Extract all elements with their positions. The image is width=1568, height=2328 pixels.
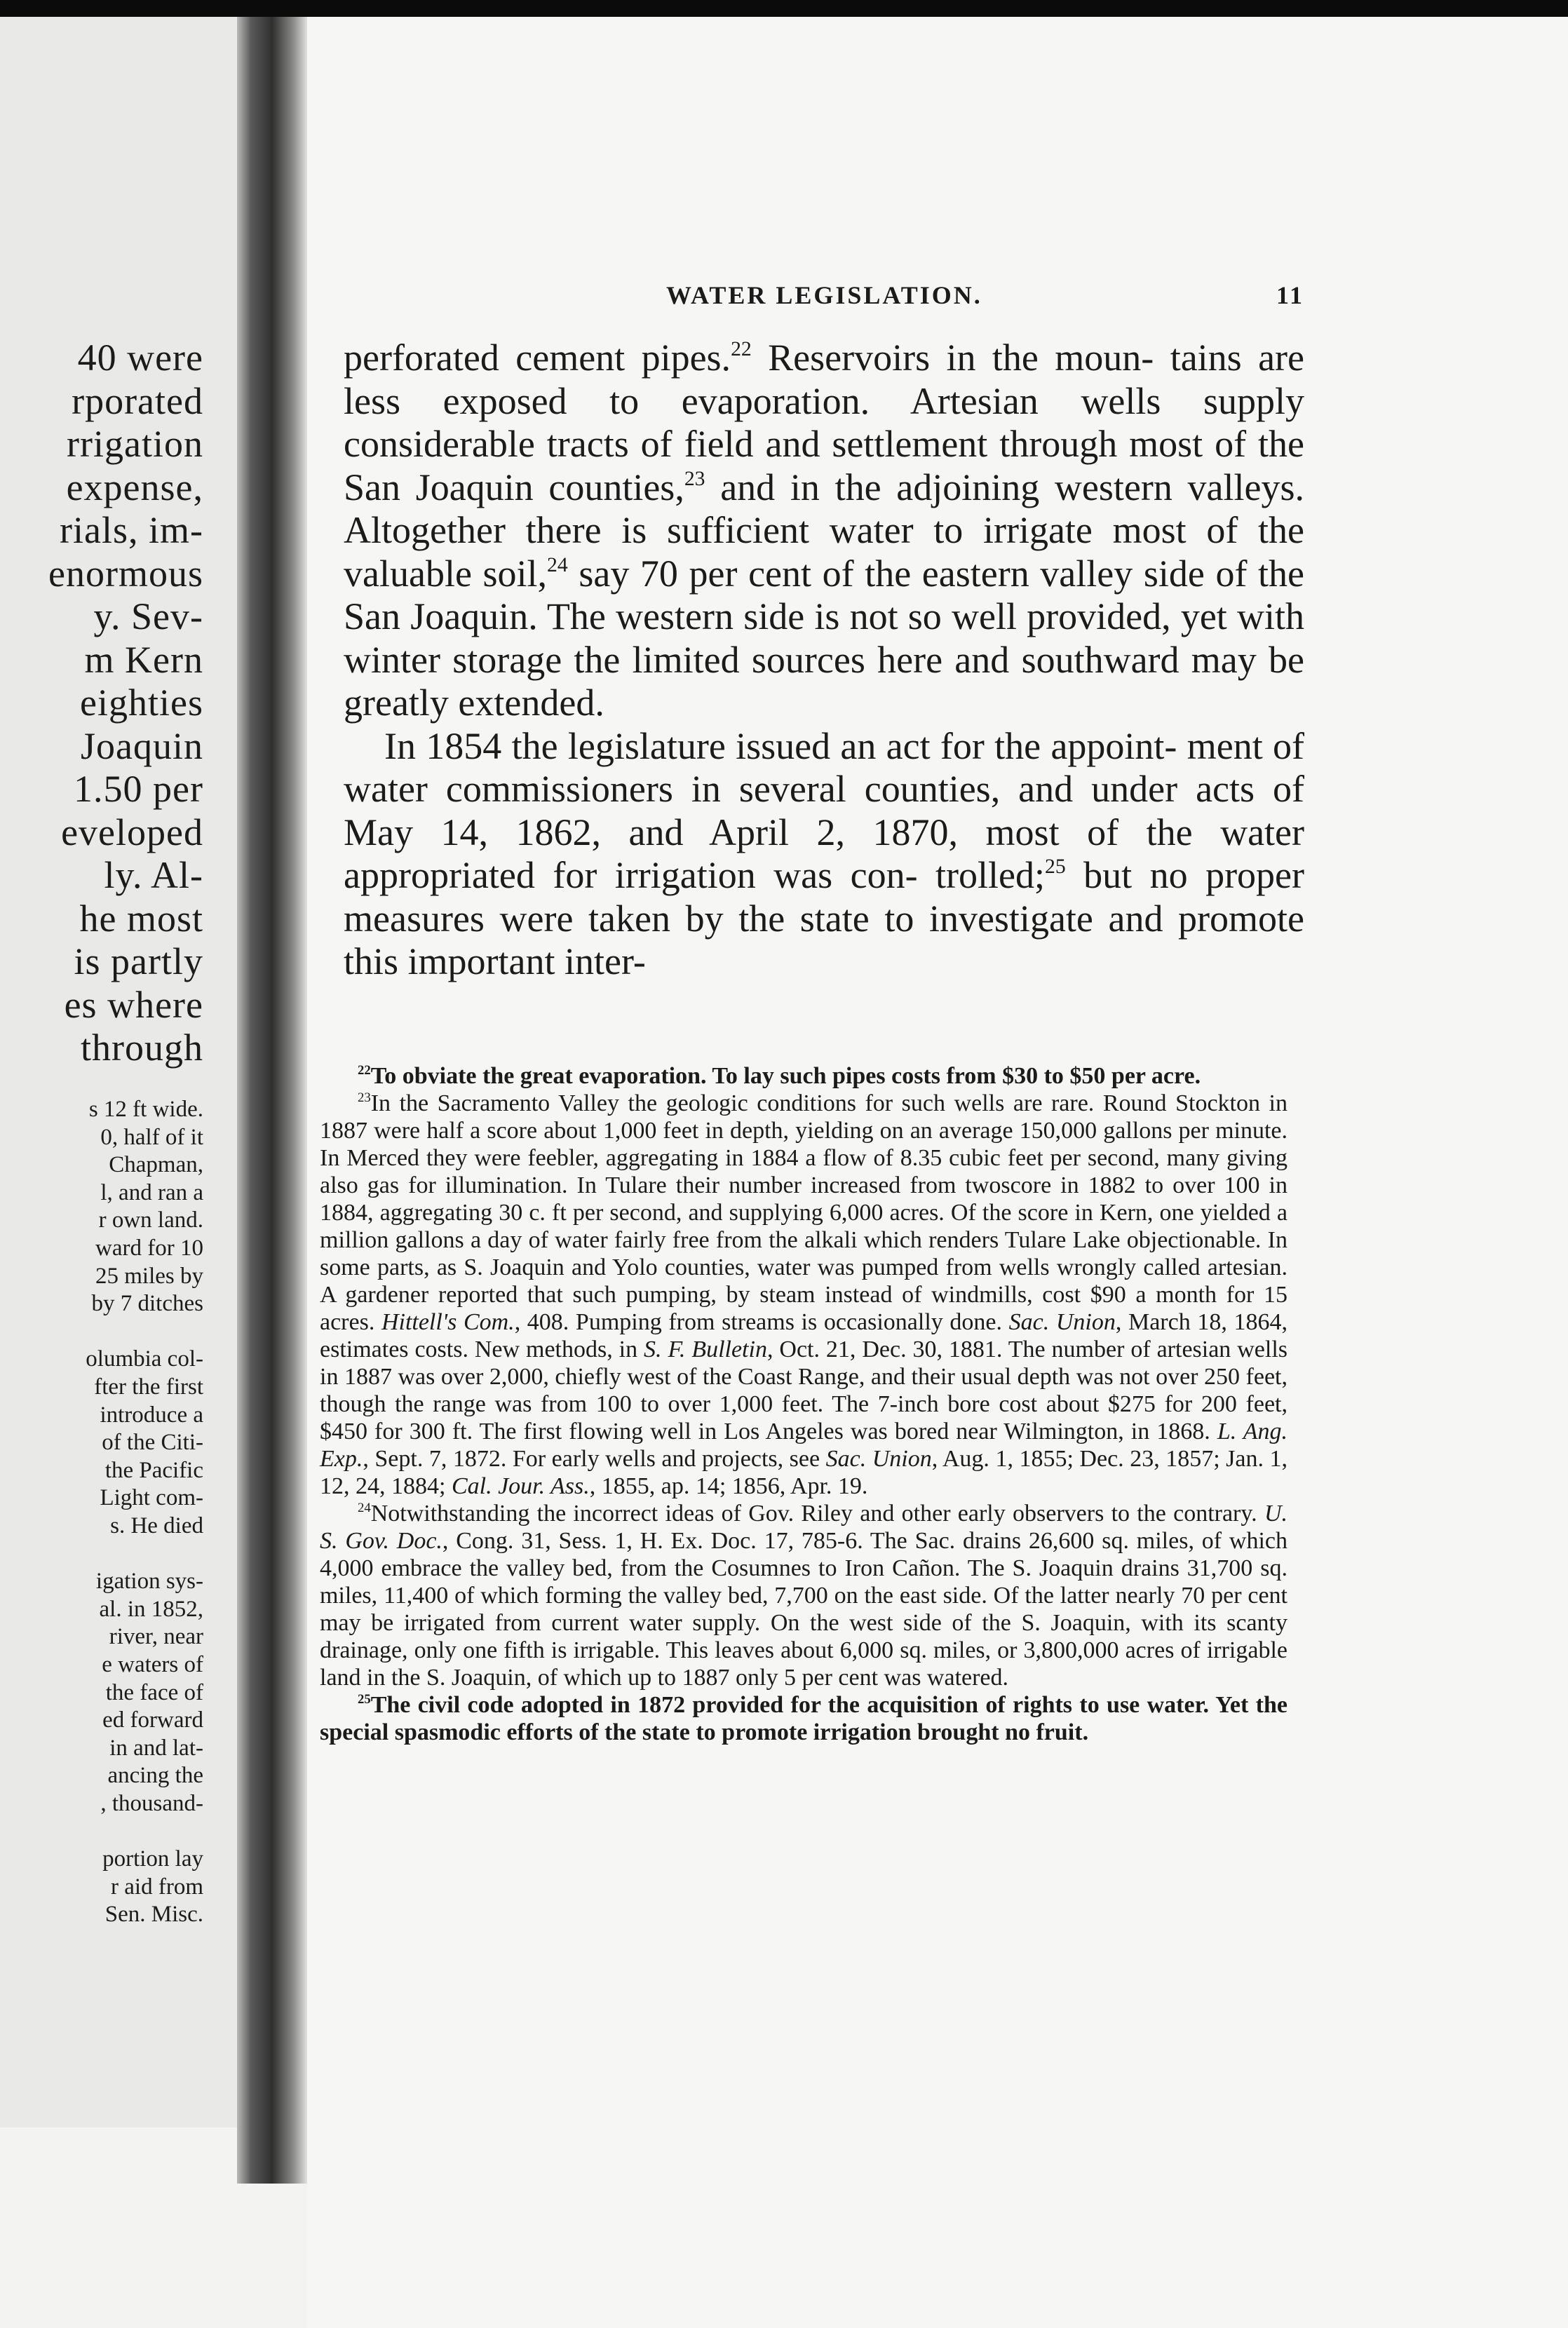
scan-border [0, 0, 1568, 17]
left-page-footnote-line: , thousand- [100, 1791, 203, 1816]
left-page-footnote-line: r aid from [111, 1874, 203, 1900]
left-page-footnote-line: ancing the [107, 1763, 203, 1789]
paragraph-1: perforated cement pipes.$^{22}$ Reservoirs in the moun- tains are less exposed to evaporation. Artesian wells supply considerable tracts of field and settlement through most of the San Joaquin counties,$^{23}$ and in the adjoining western valleys. Altogether there is sufficient water to irrigate most of the valuable soil,$^{24}$ say 70 per cent of the eastern valley side of the San Joaquin. The western side is not so well provided, yet with winter storage the limited sources here and southward may be greatly extended. [344, 337, 1305, 724]
body-text [344, 337, 1304, 984]
left-page-line: is partly [74, 940, 203, 982]
footnote-22: $^{22}$To obviate the great evaporation. To lay such pipes costs from $30 to $50 per acre. [358, 1062, 1201, 1089]
left-page-footnote-line: portion lay [102, 1846, 203, 1872]
footnote-marker: 23 [358, 1090, 371, 1105]
book-gutter [237, 17, 307, 2184]
left-page-line: Joaquin [81, 724, 203, 767]
left-page-edge [0, 17, 238, 2127]
citation: U. S. Gov. Doc. [320, 1501, 1288, 1554]
left-page-footnote-line: igation sys- [95, 1569, 203, 1595]
left-page-line: expense, [66, 466, 203, 508]
citation: Hittell's Com. [381, 1309, 515, 1335]
running-head [365, 280, 1304, 316]
footnote-ref-24: 24 [547, 553, 568, 576]
footnotes [320, 1062, 1287, 1746]
citation: S. F. Bulletin [644, 1336, 767, 1362]
citation: L. Ang. Exp. [320, 1419, 1287, 1472]
left-page-footnote-line: ed forward [102, 1707, 203, 1733]
footnote-ref-23: 23 [684, 467, 705, 490]
left-page-footnote-line: olumbia col- [86, 1346, 203, 1372]
left-page-line: eighties [80, 682, 203, 724]
left-page-footnote-line: 0, half of it [100, 1124, 203, 1150]
citation: Sac. Union [825, 1446, 932, 1472]
left-page-line: rporated [72, 379, 203, 422]
left-page-footnote-line: Chapman, [109, 1152, 203, 1178]
footnote-marker: 24 [358, 1500, 371, 1515]
left-page-footnote-line: river, near [109, 1624, 203, 1650]
left-page-line: eveloped [61, 811, 203, 853]
left-page-line: enormous [48, 552, 203, 595]
left-page-footnote-line: al. in 1852, [99, 1596, 203, 1622]
left-page-footnote-line: e waters of [102, 1652, 203, 1677]
paragraph-2: In 1854 the legislature issued an act for the appoint- ment of water commissioners in several counties, and under acts of May 14, 1862, and April 2, 1870, most of the water appropriated for irrigation was con- trolled;$^{25}$ but no proper measures were taken by the state to investigate and promote this important inter- [344, 724, 1305, 982]
left-page-footnote-line: the face of [105, 1679, 203, 1705]
footnote-ref-25: 25 [1045, 855, 1066, 879]
left-page-footnote-line: introduce a [100, 1402, 203, 1428]
left-page-line: through [81, 1027, 203, 1069]
left-page-line: m Kern [84, 638, 203, 681]
page-number: 11 [1276, 281, 1304, 309]
left-page-footnote-line: of the Citi- [102, 1430, 203, 1456]
left-page-footnote-line: r own land. [98, 1207, 203, 1233]
footnote-marker: 25 [358, 1691, 371, 1707]
left-page-line: y. Sev- [93, 595, 203, 637]
left-page-line: rrigation [67, 423, 203, 465]
footnote-25: $^{25}$The civil code adopted in 1872 provided for the acquisition of rights to use water. Yet the special spasmodic efforts of the state to promote irrigation brought no fruit. [320, 1691, 1287, 1745]
left-page-line: 1.50 per [74, 768, 203, 810]
footnote-23: $^{23}$In the Sacramento Valley the geologic conditions for such wells are rare. Round Stockton in 1887 were half a score about 1,000 feet in depth, yielding on an average 150,000 gallons per minute. In Merced they were feebler, aggregating in 1884 a flow of 8.35 cubic feet per second, many giving also gas for illumination. In Tulare their number increased from twoscore in 1882 to over 100 in 1884, aggregating 30 c. ft per second, and supplying 6,000 acres. Of the score in Kern, one yielded a million gallons a day of water fairly free from the alkali which renders Tulare Lake objectionable. In some parts, as S. Joaquin and Yolo counties, water was pumped from wells wrongly called artesian. A gardener reported that such pumping, by steam instead of windmills, cost $90 a month for 15 acres. Hittell's Com., 408. Pumping from streams is occasionally done. Sac. Union, March 18, 1864, estimates costs. New methods, in S. F. Bulletin, Oct. 21, Dec. 30, 1881. The number of artesian wells in 1887 was over 2,000, chiefly west of the Coast Range, and their usual depth was not over 250 feet, though the range was from 100 to over 1,000 feet. The 7-inch bore cost about $275 for 200 feet, $450 for 300 ft. The first flowing well in Los Angeles was bored near Wilmington, in 1868. L. Ang. Exp., Sept. 7, 1872. For early wells and projects, see Sac. Union, Aug. 1, 1855; Dec. 23, 1857; Jan. 1, 12, 24, 1884; Cal. Jour. Ass., 1855, ap. 14; 1856, Apr. 19. [320, 1090, 1288, 1499]
left-page-line: 40 were [77, 337, 203, 379]
left-page-footnote-line: s. He died [110, 1513, 203, 1538]
left-page-line: he most [79, 897, 203, 940]
left-page-footnote-line: 25 miles by [95, 1263, 203, 1289]
running-head-title: WATER LEGISLATION. [666, 281, 982, 309]
left-page-footnote-line: the Pacific [104, 1457, 203, 1483]
left-page-line: ly. Al- [104, 854, 203, 896]
left-page-footnote-line: Light com- [100, 1485, 203, 1511]
left-page-footnote-line: ward for 10 [95, 1236, 203, 1261]
citation: Sac. Union [1008, 1309, 1116, 1335]
left-page-footnote-line: Sen. Misc. [104, 1902, 203, 1928]
footnote-marker: 22 [358, 1062, 371, 1078]
left-page-footnote-line: s 12 ft wide. [88, 1097, 203, 1122]
left-page-footnote-line: fter the first [94, 1374, 203, 1400]
left-page-footnote-line: by 7 ditches [91, 1291, 203, 1317]
footnote-24: $^{24}$Notwithstanding the incorrect ideas of Gov. Riley and other early observers to the contrary. U. S. Gov. Doc., Cong. 31, Sess. 1, H. Ex. Doc. 17, 785-6. The Sac. drains 26,600 sq. miles, of which 4,000 embrace the valley bed, from the Cosumnes to Iron Cañon. The S. Joaquin drains 31,700 sq. miles, 11,400 of which forming the valley bed, 7,700 on the east side. Of the latter nearly 70 per cent may be irrigated from current water supply. On the west side of the S. Joaquin, with its scanty drainage, only one fifth is irrigable. This leaves about 6,000 sq. miles, or 3,800,000 acres of irrigable land in the S. Joaquin, of which up to 1887 only 5 per cent was watered. [320, 1500, 1288, 1691]
citation: Cal. Jour. Ass. [451, 1473, 590, 1499]
left-page-footnote-line: l, and ran a [100, 1179, 203, 1205]
footnote-ref-22: 22 [731, 338, 752, 361]
left-page-line: es where [64, 983, 203, 1026]
left-page-footnote-line: in and lat- [109, 1735, 203, 1761]
left-page-line: rials, im- [60, 509, 203, 551]
